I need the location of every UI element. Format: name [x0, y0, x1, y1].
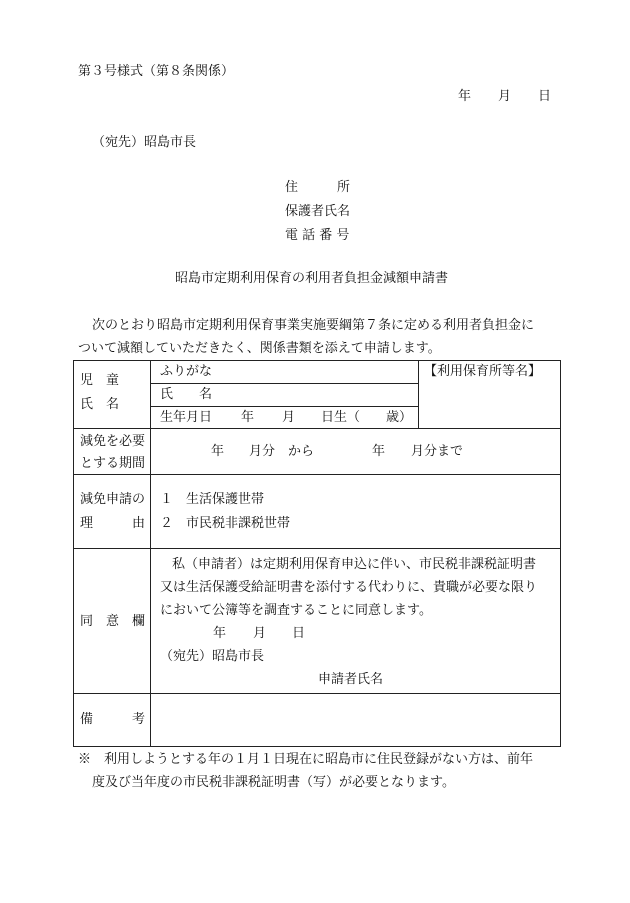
remarks-label: 備 考 — [80, 712, 146, 727]
consent-section-line — [73, 693, 561, 694]
period-to-year: 年 — [372, 444, 386, 459]
consent-text-line-1: 私（申請者）は定期利用保育申込に伴い、市民税非課税証明書 — [172, 557, 537, 572]
guardian-name-label: 保護者氏名 — [285, 204, 351, 219]
furigana-row-line — [150, 383, 418, 384]
application-table — [73, 360, 561, 747]
child-label-line-2: 氏 名 — [80, 397, 120, 412]
intro-line-1: 次のとおり昭島市定期利用保育事業実施要綱第７条に定める利用者負担金に — [92, 318, 535, 333]
consent-date-year: 年 — [213, 626, 227, 641]
reason-label-line-1: 減免申請の — [80, 492, 146, 507]
consent-addressee: （宛先）昭島市長 — [160, 649, 265, 664]
birth-date-label: 生年月日 — [160, 410, 213, 425]
child-name-label: 氏 名 — [160, 387, 213, 402]
facility-divider — [418, 360, 419, 428]
birth-year: 年 — [241, 410, 255, 425]
date-day: 日 — [538, 89, 552, 104]
consent-text-line-3: において公簿等を調査することに同意します。 — [160, 603, 432, 618]
period-from-month: 月分 から — [249, 444, 315, 459]
birth-day-age: 日生（ 歳） — [321, 410, 413, 425]
consent-date-day: 日 — [292, 626, 306, 641]
form-number: 第３号様式（第８条関係） — [78, 64, 235, 79]
consent-date-month: 月 — [253, 626, 267, 641]
period-section-line — [73, 474, 561, 475]
period-to-month: 月分まで — [411, 444, 464, 459]
reason-option-1: １ 生活保護世帯 — [160, 492, 265, 507]
period-label-line-1: 減免を必要 — [80, 434, 146, 449]
reason-section-line — [73, 548, 561, 549]
date-year: 年 — [458, 89, 472, 104]
reason-option-2: ２ 市民税非課税世帯 — [160, 516, 291, 531]
furigana-label: ふりがな — [160, 364, 213, 379]
consent-text-line-2: 又は生活保護受給証明書を添付する代わりに、貴職が必要な限り — [160, 580, 538, 595]
phone-label: 電 話 番 号 — [285, 228, 350, 243]
name-row-line — [150, 406, 418, 407]
footnote-line-1: ※ 利用しようとする年の１月１日現在に昭島市に住民登録がない方は、前年 — [78, 752, 534, 767]
birth-month: 月 — [282, 410, 296, 425]
child-label-line-1: 児 童 — [80, 373, 120, 388]
facility-label: 【利用保育所等名】 — [424, 364, 542, 379]
table-label-divider — [150, 360, 151, 747]
addressee: （宛先）昭島市長 — [92, 135, 197, 150]
period-label-line-2: とする期間 — [80, 456, 146, 471]
reason-label-line-2: 理 由 — [80, 516, 146, 531]
consent-signer-label: 申請者氏名 — [318, 672, 384, 687]
intro-line-2: ついて減額していただきたく、関係書類を添えて申請します。 — [78, 341, 441, 356]
child-section-line — [73, 428, 561, 429]
date-month: 月 — [498, 89, 512, 104]
address-label: 住 所 — [285, 180, 351, 195]
form-title: 昭島市定期利用保育の利用者負担金減額申請書 — [175, 271, 449, 286]
consent-label: 同 意 欄 — [80, 614, 146, 629]
period-from-year: 年 — [211, 444, 225, 459]
footnote-line-2: 度及び当年度の市民税非課税証明書（写）が必要となります。 — [92, 775, 455, 790]
